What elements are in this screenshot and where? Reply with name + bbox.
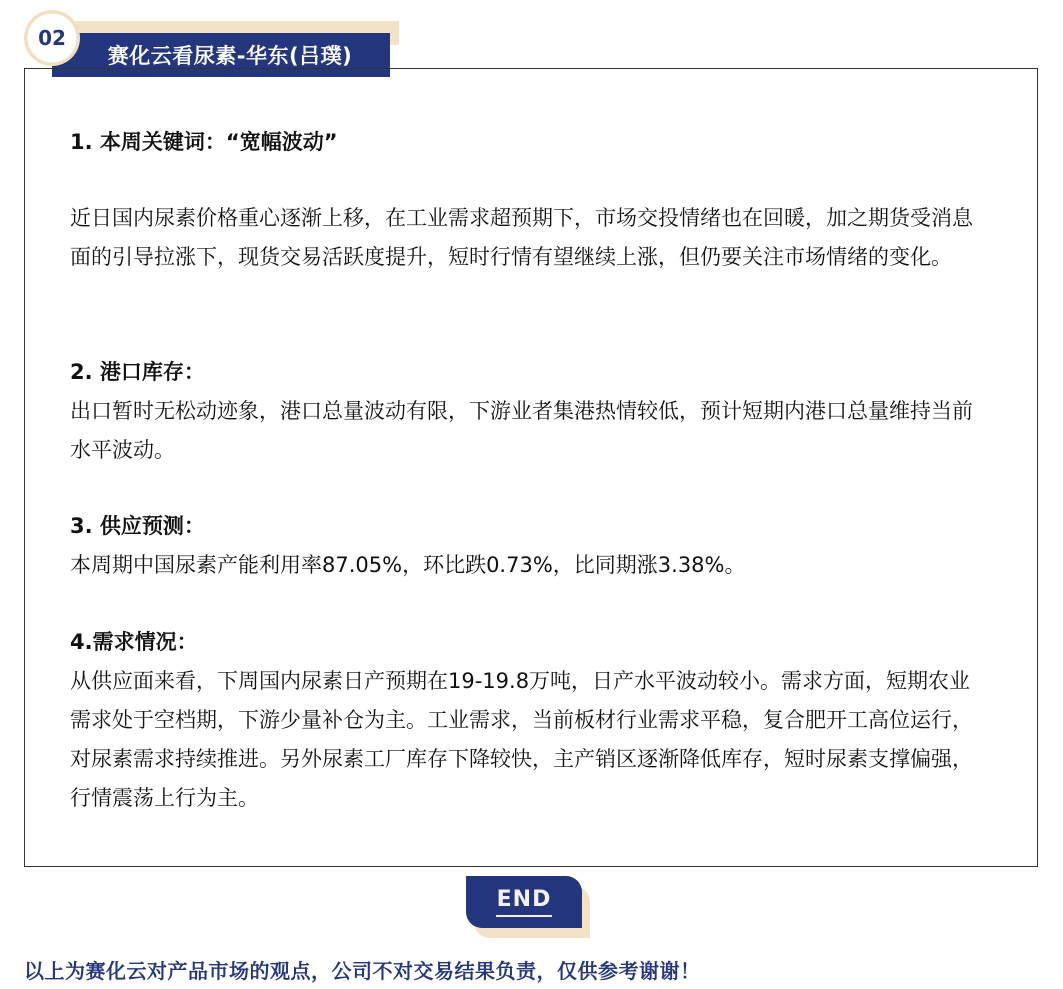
section-3-heading: 3. 供应预测： xyxy=(70,514,205,538)
end-label: END xyxy=(496,887,552,912)
section-title: 赛化云看尿素-华东(吕璞) xyxy=(107,44,353,68)
section-number: 02 xyxy=(38,26,66,50)
footer-disclaimer: 以上为赛化云对产品市场的观点，公司不对交易结果负责，仅供参考谢谢！ xyxy=(24,959,701,983)
section-2-body: 出口暂时无松动迹象，港口总量波动有限，下游业者集港热情较低，预计短期内港口总量维持当前水平波动。 xyxy=(70,399,973,462)
section-3-body: 本周期中国尿素产能利用率87.05%，环比跌0.73%，比同期涨3.38%。 xyxy=(70,553,746,577)
section-4-heading: 4.需求情况： xyxy=(70,630,198,654)
section-1-heading: 1. 本周关键词：“宽幅波动” xyxy=(70,130,338,154)
section-number-badge xyxy=(24,10,80,66)
end-underline xyxy=(496,915,552,917)
end-badge xyxy=(466,876,582,928)
section-4-body: 从供应面来看，下周国内尿素日产预期在19-19.8万吨，日产水平波动较小。需求方面，短期农业需求处于空档期，下游少量补仓为主。工业需求，当前板材行业需求平稳，复合肥开工高位运行，对尿素需求持续推进。另外尿素工厂库存下降较快，主产销区逐渐降低库存，短时尿素支撑偏强，行情震荡上行为主。 xyxy=(70,669,973,810)
section-1-body: 近日国内尿素价格重心逐渐上移，在工业需求超预期下，市场交投情绪也在回暖，加之期货受消息面的引导拉涨下，现货交易活跃度提升，短时行情有望继续上涨，但仍要关注市场情绪的变化。 xyxy=(70,206,973,269)
section-2-heading: 2. 港口库存： xyxy=(70,360,205,384)
